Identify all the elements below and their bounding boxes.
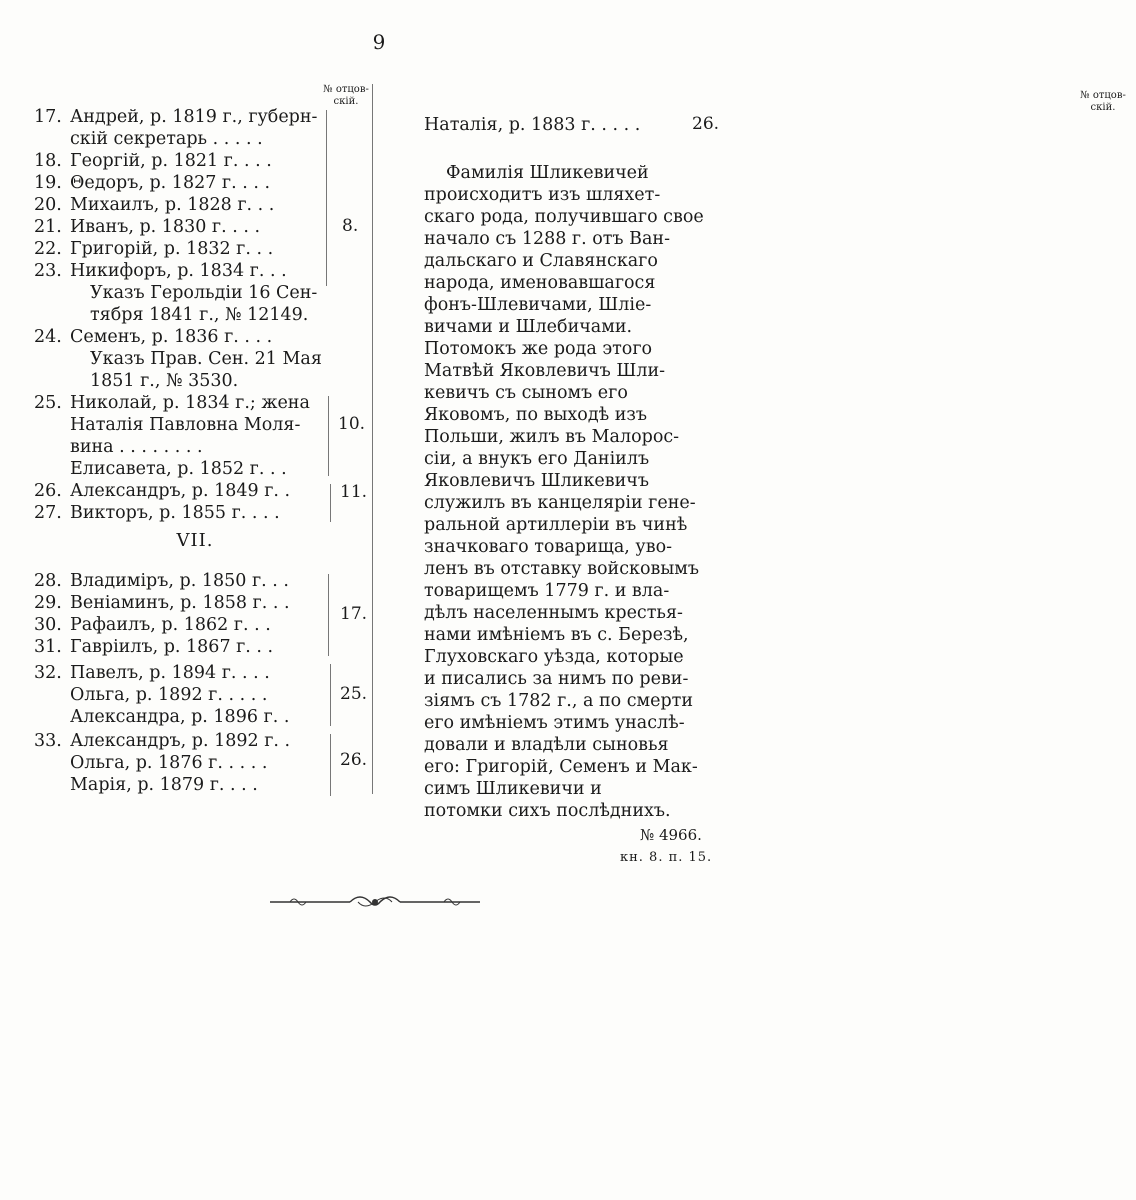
group-bracket [326, 110, 327, 286]
entry-text: Владиміръ, р. 1850 г. . . [70, 571, 289, 591]
left-column-rule [372, 84, 373, 794]
entry-number: 21. [34, 217, 62, 237]
entry-number: 17. [34, 107, 62, 127]
entry-number: 28. [34, 571, 62, 591]
paragraph-line: значковаго товарища, уво- [424, 537, 673, 557]
entry-text: Ольга, р. 1876 г. . . . . [70, 753, 268, 773]
entry-text: Веніаминъ, р. 1858 г. . . [70, 593, 290, 613]
paragraph-line: Яковомъ, по выходѣ изъ [424, 405, 648, 425]
entry-text: Михаилъ, р. 1828 г. . . [70, 195, 275, 215]
entry-number: 29. [34, 593, 62, 613]
paragraph-line: Яковлевичъ Шликевичъ [424, 471, 649, 491]
entry-number: 26. [34, 481, 62, 501]
page-number: 9 [372, 30, 386, 54]
paragraph-line: дальскаго и Славянскаго [424, 251, 658, 271]
entry-text: Андрей, р. 1819 г., губерн- [70, 107, 318, 127]
entry-number: 30. [34, 615, 62, 635]
group-number: 11. [340, 482, 368, 502]
entry-text: Марія, р. 1879 г. . . . [70, 775, 258, 795]
document-number: № 4966. [640, 826, 702, 844]
paragraph-line: и писались за нимъ по реви- [424, 669, 689, 689]
paragraph-line: его имѣніемъ этимъ унаслѣ- [424, 713, 685, 733]
group-bracket [330, 484, 331, 522]
entry-number: 31. [34, 637, 62, 657]
paragraph-line: народа, именовавшагося [424, 273, 656, 293]
paragraph-line: начало съ 1288 г. отъ Ван- [424, 229, 670, 249]
entry-number: 32. [34, 663, 62, 683]
group-number: 17. [340, 604, 368, 624]
paragraph-line: фонъ-Шлевичами, Шліе- [424, 295, 652, 315]
paragraph-line: вичами и Шлебичами. [424, 317, 633, 337]
entry-text: Викторъ, р. 1855 г. . . . [70, 503, 280, 523]
entry-number: 33. [34, 731, 62, 751]
group-number: 10. [338, 414, 366, 434]
entry-text: Семенъ, р. 1836 г. . . . [70, 327, 273, 347]
entry-text: Александра, р. 1896 г. . [70, 707, 290, 727]
group-bracket [328, 396, 329, 476]
group-bracket [330, 664, 331, 726]
entry-note: тября 1841 г., № 12149. [90, 305, 309, 325]
entry-number: 18. [34, 151, 62, 171]
entry-number: 20. [34, 195, 62, 215]
entry-note: Указъ Герольдіи 16 Сен- [90, 283, 318, 303]
group-number: 25. [340, 684, 368, 704]
paragraph-line: ленъ въ отставку войсковымъ [424, 559, 700, 579]
entry-text: Павелъ, р. 1894 г. . . . [70, 663, 270, 683]
paragraph-line: кевичъ съ сыномъ его [424, 383, 628, 403]
entry-number: 25. [34, 393, 62, 413]
paragraph-line: Польши, жилъ въ Малорос- [424, 427, 680, 447]
entry-text: Рафаилъ, р. 1862 г. . . [70, 615, 271, 635]
entry-text: Григорій, р. 1832 г. . . [70, 239, 274, 259]
paragraph-line: товарищемъ 1779 г. и вла- [424, 581, 670, 601]
paragraph-line: дѣлъ населеннымъ крестья- [424, 603, 683, 623]
group-number: 8. [342, 216, 359, 236]
paragraph-line: довали и владѣли сыновья [424, 735, 669, 755]
paragraph-line: сіи, а внукъ его Даніилъ [424, 449, 650, 469]
group-number: 26. [340, 750, 368, 770]
entry-note: 1851 г., № 3530. [90, 371, 239, 391]
paragraph-line: ральной артиллеріи въ чинѣ [424, 515, 688, 535]
paragraph-line: потомки сихъ послѣднихъ. [424, 801, 671, 821]
paragraph-line: Матвѣй Яковлевичъ Шли- [424, 361, 666, 381]
document-reference: кн. 8. п. 15. [620, 850, 713, 865]
entry-text: Георгій, р. 1821 г. . . . [70, 151, 272, 171]
paragraph-line: служилъ въ канцеляріи гене- [424, 493, 696, 513]
entry-text: Елисавета, р. 1852 г. . . [70, 459, 287, 479]
paragraph-line: скаго рода, получившаго свое [424, 207, 704, 227]
entry-number: 23. [34, 261, 62, 281]
entry-number: 24. [34, 327, 62, 347]
paragraph-line: зіямъ съ 1782 г., а по смерти [424, 691, 694, 711]
paragraph-line: его: Григорій, Семенъ и Мак- [424, 757, 698, 777]
entry-text: Иванъ, р. 1830 г. . . . [70, 217, 261, 237]
paragraph-line: Фамилія Шликевичей [446, 163, 649, 183]
paragraph-line: Потомокъ же рода этого [424, 339, 653, 359]
group-bracket [330, 734, 331, 796]
entry-text: Наталія Павловна Моля- [70, 415, 301, 435]
paragraph-line: Глуховскаго уѣзда, которые [424, 647, 684, 667]
group-number: 26. [692, 114, 720, 134]
entry-number: 22. [34, 239, 62, 259]
entry-number: 27. [34, 503, 62, 523]
paragraph-line: симъ Шликевичи и [424, 779, 602, 799]
entry-text: Никифоръ, р. 1834 г. . . [70, 261, 287, 281]
entry-text: Александръ, р. 1849 г. . [70, 481, 291, 501]
section-heading: VII. [176, 530, 214, 551]
entry-text: Θедоръ, р. 1827 г. . . . [70, 173, 271, 193]
entry-note: Указъ Прав. Сен. 21 Мая [90, 349, 322, 369]
entry-text: Александръ, р. 1892 г. . [70, 731, 291, 751]
group-bracket [328, 574, 329, 656]
paragraph-line: нами имѣніемъ въ с. Березѣ, [424, 625, 689, 645]
entry-number: 19. [34, 173, 62, 193]
ornament-divider [270, 890, 480, 914]
entry-text: скій секретарь . . . . . [70, 129, 263, 149]
paragraph-line: происходитъ изъ шляхет- [424, 185, 661, 205]
entry-text: Гавріилъ, р. 1867 г. . . [70, 637, 274, 657]
left-column-header: № отцов- скій. [323, 84, 369, 107]
right-column-header: № отцов- скій. [1080, 90, 1126, 113]
left-column [0, 0, 390, 1200]
right-first-entry: Наталія, р. 1883 г. . . . . [424, 115, 641, 135]
entry-text: вина . . . . . . . . [70, 437, 203, 457]
entry-text: Николай, р. 1834 г.; жена [70, 393, 310, 413]
entry-text: Ольга, р. 1892 г. . . . . [70, 685, 268, 705]
